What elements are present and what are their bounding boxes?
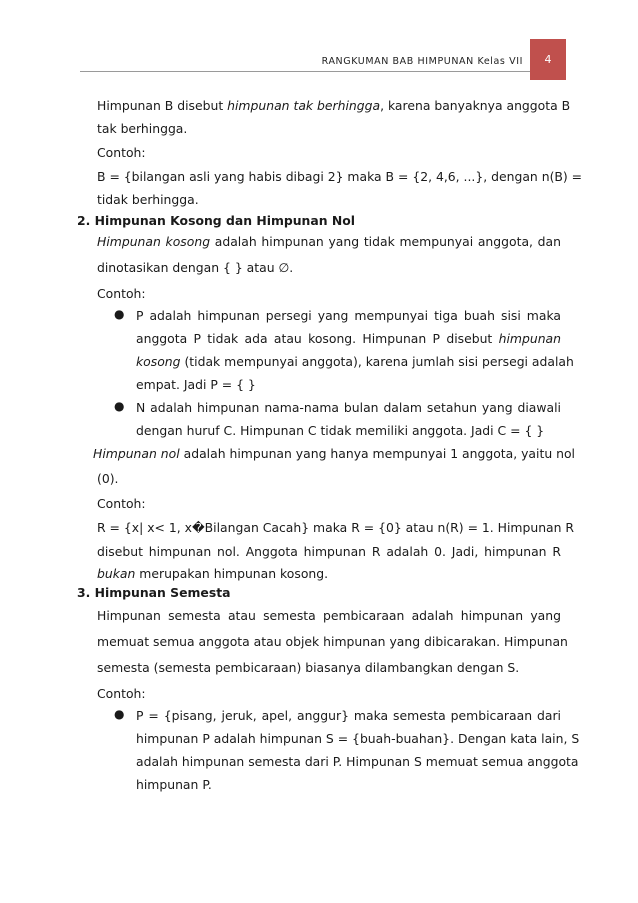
contoh-label: Contoh: (97, 286, 146, 301)
bullet-icon: ● (114, 399, 125, 413)
paragraph-line: Himpunan kosong adalah himpunan yang tidak mempunyai anggota, dan (97, 234, 561, 249)
paragraph-line: (0). (97, 471, 119, 486)
list-item-line: P adalah himpunan persegi yang mempunyai tiga buah sisi maka (136, 308, 561, 323)
header-title: RANGKUMAN BAB HIMPUNAN Kelas VII (321, 56, 523, 67)
example-line: R = {x| x< 1, x�Bilangan Cacah} maka R = {0} atau n(R) = 1. Himpunan R (97, 520, 575, 535)
example-line: bukan merupakan himpunan kosong. (97, 566, 329, 581)
section-heading: 3. Himpunan Semesta (77, 585, 231, 600)
list-item-line: anggota P tidak ada atau kosong. Himpunan P disebut himpunan (136, 331, 561, 346)
page-number-badge: 4 (530, 39, 566, 80)
paragraph-line: Himpunan B disebut himpunan tak berhingga, karena banyaknya anggota B (97, 98, 571, 113)
paragraph-line: semesta (semesta pembicaraan) biasanya dilambangkan dengan S. (97, 660, 520, 675)
example-line: disebut himpunan nol. Anggota himpunan R adalah 0. Jadi, himpunan R (97, 544, 561, 559)
list-item-line: himpunan P adalah himpunan S = {buah-buahan}. Dengan kata lain, S (136, 731, 580, 746)
list-item-line: dengan huruf C. Himpunan C tidak memiliki anggota. Jadi C = { } (136, 423, 545, 438)
contoh-label: Contoh: (97, 496, 146, 511)
paragraph-line: memuat semua anggota atau objek himpunan yang dibicarakan. Himpunan (97, 634, 568, 649)
list-item-line: P = {pisang, jeruk, apel, anggur} maka semesta pembicaraan dari (136, 708, 561, 723)
paragraph-line: dinotasikan dengan { } atau ∅. (97, 260, 294, 275)
example-line: B = {bilangan asli yang habis dibagi 2} maka B = {2, 4,6, ...}, dengan n(B) = (97, 169, 583, 184)
paragraph-line: Himpunan nol adalah himpunan yang hanya mempunyai 1 anggota, yaitu nol (93, 446, 575, 461)
list-item-line: N adalah himpunan nama-nama bulan dalam setahun yang diawali (136, 400, 561, 415)
list-item-line: adalah himpunan semesta dari P. Himpunan S memuat semua anggota (136, 754, 579, 769)
bullet-icon: ● (114, 707, 125, 721)
contoh-label: Contoh: (97, 145, 146, 160)
list-item-line: himpunan P. (136, 777, 212, 792)
bullet-icon: ● (114, 307, 125, 321)
example-line: tidak berhingga. (97, 192, 199, 207)
list-item-line: empat. Jadi P = { } (136, 377, 256, 392)
list-item-line: kosong (tidak mempunyai anggota), karena jumlah sisi persegi adalah (136, 354, 574, 369)
paragraph-line: Himpunan semesta atau semesta pembicaraan adalah himpunan yang (97, 608, 561, 623)
section-heading: 2. Himpunan Kosong dan Himpunan Nol (77, 213, 355, 228)
contoh-label: Contoh: (97, 686, 146, 701)
paragraph-line: tak berhingga. (97, 121, 188, 136)
